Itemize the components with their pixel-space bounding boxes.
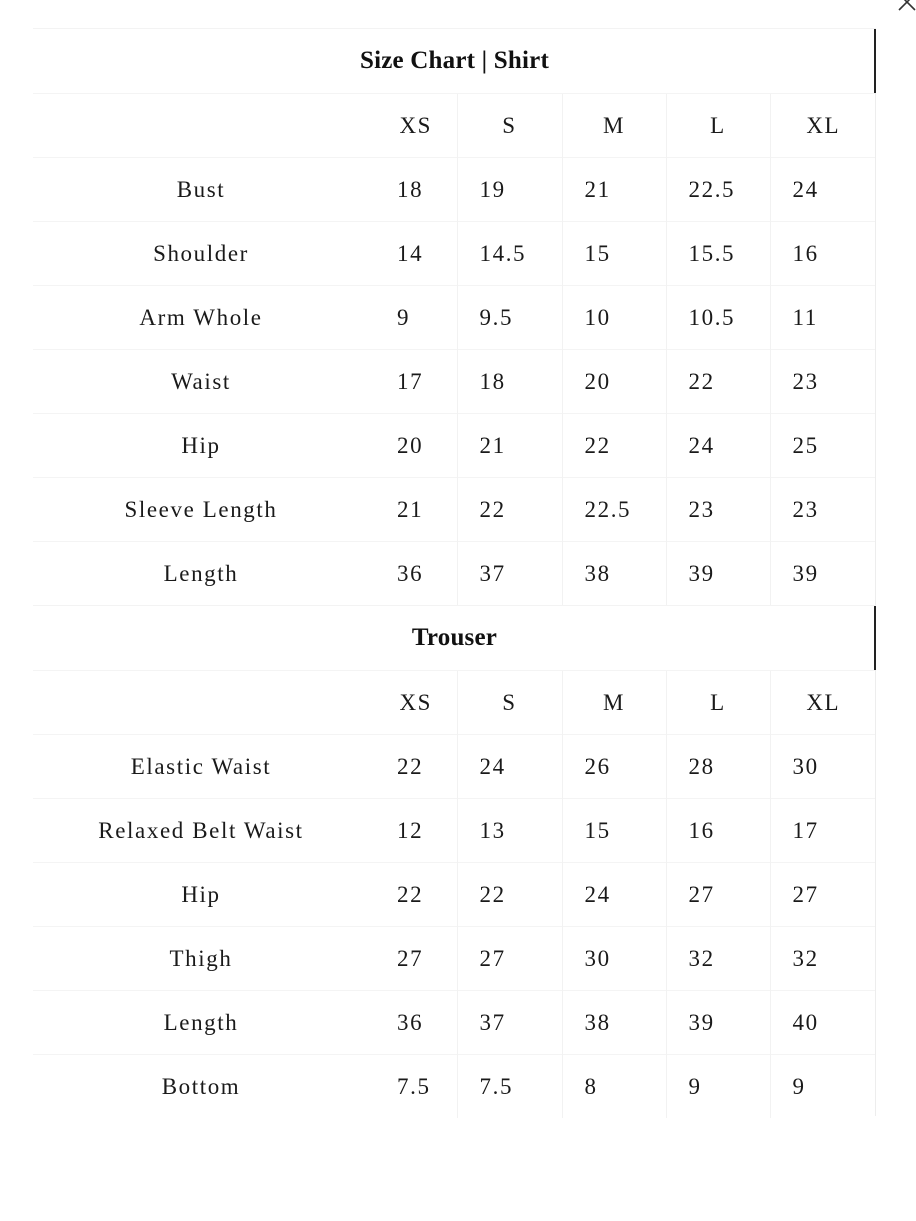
close-button[interactable] — [893, 0, 916, 16]
measurement-value: 36 — [375, 542, 457, 606]
measurement-value: 27 — [375, 927, 457, 991]
measurement-value: 20 — [562, 350, 666, 414]
table-row — [33, 863, 876, 927]
measurement-value: 30 — [770, 735, 876, 799]
measurement-value: 20 — [375, 414, 457, 478]
measurement-value: 28 — [666, 735, 770, 799]
measurement-value: 18 — [457, 350, 562, 414]
size-header-xl: XL — [770, 671, 876, 735]
header-blank-cell — [33, 671, 375, 735]
measurement-value: 13 — [457, 799, 562, 863]
measurement-label: Thigh — [33, 927, 375, 991]
table-row — [33, 1055, 876, 1119]
measurement-value: 19 — [457, 158, 562, 222]
measurement-value: 24 — [562, 863, 666, 927]
measurement-value: 38 — [562, 542, 666, 606]
size-chart — [33, 28, 876, 1116]
measurement-label: Hip — [33, 863, 375, 927]
table-row — [33, 927, 876, 991]
measurement-value: 39 — [666, 991, 770, 1055]
table-row — [33, 799, 876, 863]
section-title-text: Size Chart | Shirt — [360, 47, 549, 74]
measurement-value: 7.5 — [375, 1055, 457, 1119]
measurement-value: 12 — [375, 799, 457, 863]
measurement-label: Sleeve Length — [33, 478, 375, 542]
table-right-border — [875, 92, 876, 1116]
measurement-value: 7.5 — [457, 1055, 562, 1119]
measurement-value: 8 — [562, 1055, 666, 1119]
measurement-label: Elastic Waist — [33, 735, 375, 799]
measurement-label: Shoulder — [33, 222, 375, 286]
measurement-value: 36 — [375, 991, 457, 1055]
table-row — [33, 735, 876, 799]
measurement-value: 10 — [562, 286, 666, 350]
measurement-value: 23 — [770, 350, 876, 414]
table-row — [33, 222, 876, 286]
measurement-value: 15 — [562, 222, 666, 286]
size-header-l: L — [666, 94, 770, 158]
section-title-text: Trouser — [411, 624, 498, 651]
measurement-value: 22 — [375, 863, 457, 927]
header-blank-cell — [33, 94, 375, 158]
size-header-row — [33, 94, 876, 158]
measurement-value: 22 — [562, 414, 666, 478]
measurement-value: 9.5 — [457, 286, 562, 350]
trouser-section-title — [33, 605, 876, 670]
measurement-value: 37 — [457, 991, 562, 1055]
size-header-s: S — [457, 94, 562, 158]
measurement-value: 21 — [375, 478, 457, 542]
measurement-value: 9 — [375, 286, 457, 350]
trouser-size-table — [33, 670, 876, 1118]
measurement-value: 37 — [457, 542, 562, 606]
shirt-section-title — [33, 28, 876, 93]
measurement-value: 22 — [457, 478, 562, 542]
size-header-m: M — [562, 671, 666, 735]
measurement-value: 38 — [562, 991, 666, 1055]
table-row — [33, 478, 876, 542]
measurement-value: 16 — [770, 222, 876, 286]
measurement-value: 22 — [666, 350, 770, 414]
size-header-s: S — [457, 671, 562, 735]
measurement-value: 9 — [770, 1055, 876, 1119]
shirt-size-table — [33, 93, 876, 605]
size-header-xs: XS — [375, 94, 457, 158]
measurement-value: 14 — [375, 222, 457, 286]
measurement-value: 21 — [457, 414, 562, 478]
size-header-row — [33, 671, 876, 735]
measurement-value: 17 — [770, 799, 876, 863]
measurement-label: Length — [33, 991, 375, 1055]
table-row — [33, 991, 876, 1055]
measurement-value: 22.5 — [666, 158, 770, 222]
size-header-xs: XS — [375, 671, 457, 735]
table-row — [33, 158, 876, 222]
measurement-value: 15.5 — [666, 222, 770, 286]
measurement-value: 11 — [770, 286, 876, 350]
size-header-l: L — [666, 671, 770, 735]
size-header-m: M — [562, 94, 666, 158]
measurement-label: Hip — [33, 414, 375, 478]
measurement-value: 10.5 — [666, 286, 770, 350]
measurement-value: 32 — [666, 927, 770, 991]
measurement-label: Arm Whole — [33, 286, 375, 350]
measurement-label: Length — [33, 542, 375, 606]
measurement-value: 39 — [770, 542, 876, 606]
measurement-value: 16 — [666, 799, 770, 863]
section-divider-bar — [874, 29, 876, 93]
measurement-label: Relaxed Belt Waist — [33, 799, 375, 863]
measurement-value: 40 — [770, 991, 876, 1055]
measurement-label: Waist — [33, 350, 375, 414]
measurement-value: 26 — [562, 735, 666, 799]
measurement-value: 27 — [457, 927, 562, 991]
measurement-value: 23 — [770, 478, 876, 542]
measurement-value: 27 — [770, 863, 876, 927]
measurement-value: 24 — [457, 735, 562, 799]
section-divider-bar — [874, 606, 876, 670]
measurement-value: 23 — [666, 478, 770, 542]
measurement-value: 14.5 — [457, 222, 562, 286]
table-row — [33, 350, 876, 414]
measurement-label: Bottom — [33, 1055, 375, 1119]
close-icon — [893, 0, 916, 16]
measurement-value: 24 — [770, 158, 876, 222]
size-header-xl: XL — [770, 94, 876, 158]
measurement-value: 39 — [666, 542, 770, 606]
measurement-value: 27 — [666, 863, 770, 927]
measurement-value: 18 — [375, 158, 457, 222]
measurement-value: 30 — [562, 927, 666, 991]
measurement-value: 15 — [562, 799, 666, 863]
measurement-value: 17 — [375, 350, 457, 414]
measurement-value: 32 — [770, 927, 876, 991]
measurement-value: 21 — [562, 158, 666, 222]
table-row — [33, 286, 876, 350]
measurement-value: 22 — [457, 863, 562, 927]
measurement-value: 22 — [375, 735, 457, 799]
measurement-value: 25 — [770, 414, 876, 478]
measurement-value: 22.5 — [562, 478, 666, 542]
measurement-value: 24 — [666, 414, 770, 478]
measurement-value: 9 — [666, 1055, 770, 1119]
measurement-label: Bust — [33, 158, 375, 222]
table-row — [33, 542, 876, 606]
table-row — [33, 414, 876, 478]
